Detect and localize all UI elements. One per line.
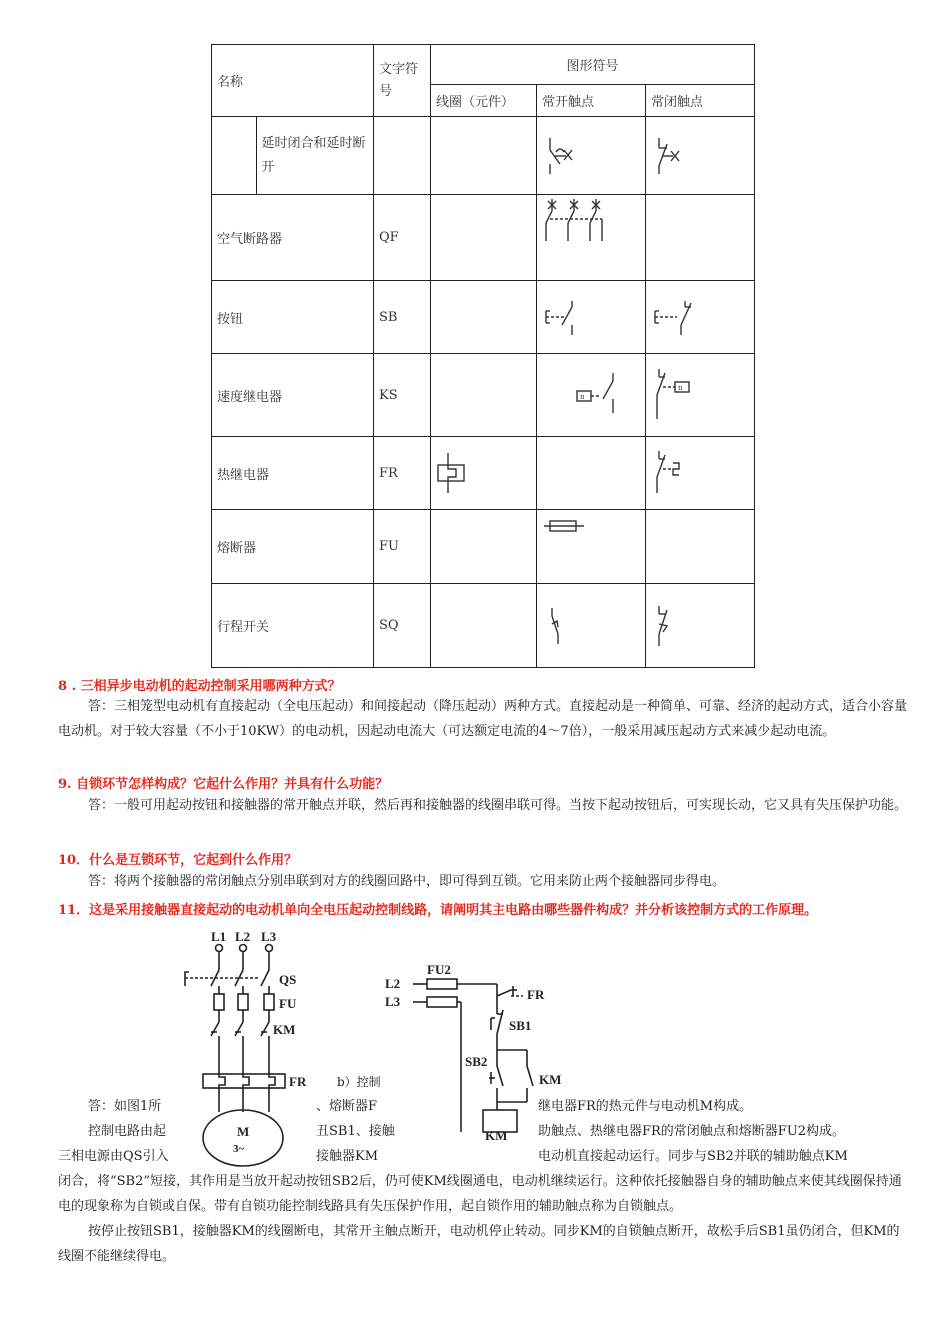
thermal-element-icon — [436, 451, 476, 495]
row-code: SQ — [374, 584, 431, 668]
svg-text:n: n — [580, 393, 585, 401]
label-l2: L2 — [235, 929, 251, 944]
speed-relay-no-icon — [575, 369, 625, 417]
q11-answer-continuation: 闭合，将“SB2”短接，其作用是当放开起动按钮SB2后，仍可使KM线圈通电，电动机继续运行。这种依托接触器自身的辅助触点来使其线圈保持通电的现象称为自锁或自保。带有自锁功能控制线路具有失压保护作用，起自锁作用的辅助触点称为自锁触点。 — [58, 1174, 902, 1214]
q11-answer-stop: 按停止按钮SB1，接触器KM的线圈断电，其常开主触点断开，电动机停止转动。同步KM的自锁触点断开，故松手后SB1虽仍闭合，但KM的线圈不能继续得电。 — [58, 1224, 900, 1264]
label-fu: FU — [279, 996, 297, 1011]
table-row — [212, 437, 755, 510]
symbol-table — [211, 44, 755, 668]
ctrl-label-l2: L2 — [385, 976, 401, 991]
ctrl-label-sb2: SB2 — [465, 1054, 488, 1069]
fuse-icon — [542, 518, 586, 534]
svg-text:n: n — [678, 384, 683, 392]
row-code: FU — [374, 510, 431, 584]
row-code: FR — [374, 437, 431, 510]
header-nc-contact: 常闭触点 — [646, 85, 755, 117]
question-10-answer: 答：将两个接触器的常闭触点分别串联到对方的线圈回路中，即可得到互锁。它用来防止两个接触器同步得电。 — [88, 874, 726, 889]
question-8-answer: 答：三相笼型电动机有直接起动（全电压起动）和间接起动（降压起动）两种方式。直接起动是一种简单、可靠、经济的起动方式，适合小容量电动机。对于较大容量（不小于10KW）的电动机，因起动电流大（可达额定电流的4～7倍），一般采用减压起动方式来减少起动电流。 — [58, 699, 908, 739]
question-11-title: 11．这是采用接触器直接起动的电动机单向全电压起动控制线路，请阐明其主电路由哪些器件构成？并分析该控制方式的工作原理。 — [58, 903, 818, 918]
label-l3: L3 — [261, 929, 277, 944]
figure-caption-fragment: b）控制 — [337, 1075, 381, 1089]
label-motor-sub: 3~ — [233, 1143, 245, 1155]
q11-answer-line2-b: 丑SB1、接触 — [316, 1124, 395, 1139]
row-code: QF — [374, 195, 431, 281]
table-row — [212, 510, 755, 584]
row-code: SB — [374, 281, 431, 354]
ctrl-label-l3: L3 — [385, 994, 401, 1009]
three-pole-breaker-icon — [542, 197, 614, 247]
time-delay-open-contact-icon — [542, 136, 582, 176]
q11-answer-line1-a: 答：如图1所 — [88, 1099, 162, 1114]
question-9-title: 9. 自锁环节怎样构成？它起什么作用？并具有什么功能？ — [58, 777, 389, 792]
label-l1: L1 — [211, 929, 227, 944]
row-name: 按钮 — [212, 281, 374, 354]
row-code: KS — [374, 354, 431, 437]
header-graphic-symbol: 图形符号 — [431, 45, 755, 85]
ctrl-label-fu2: FU2 — [427, 962, 451, 977]
label-km: KM — [273, 1022, 296, 1037]
q11-answer-line3-b: 接触器KM — [316, 1149, 379, 1164]
q11-answer-line1-c: 继电器FR的热元件与电动机M构成。 — [538, 1099, 753, 1114]
table-row — [212, 584, 755, 668]
row-name: 热继电器 — [212, 437, 374, 510]
label-fr: FR — [289, 1074, 307, 1089]
limit-switch-nc-icon — [651, 604, 681, 648]
q11-answer-line3-a: 三相电源由QS引入 — [58, 1149, 169, 1164]
ctrl-label-fr: FR — [527, 987, 545, 1002]
question-10-title: 10．什么是互锁环节，它起到什么作用？ — [58, 853, 298, 868]
table-row — [212, 281, 755, 354]
pushbutton-nc-icon — [651, 297, 701, 337]
thermal-nc-icon — [651, 449, 701, 497]
row-name: 速度继电器 — [212, 354, 374, 437]
header-text-symbol: 文字符号 — [374, 45, 431, 117]
row-name: 熔断器 — [212, 510, 374, 584]
ctrl-label-km-coil: KM — [485, 1128, 508, 1142]
q11-answer-line1-b: 、熔断器F — [316, 1099, 378, 1114]
q11-answer-line3-c: 电动机直接起动运行。同步与SB2并联的辅助触点KM — [538, 1149, 848, 1164]
question-9-answer: 答：一般可用起动按钮和接触器的常开触点并联，然后再和接触器的线圈串联可得。当按下起动按钮后，可实现长动，它又具有失压保护功能。 — [88, 798, 908, 813]
row-code — [374, 117, 431, 195]
q11-answer-line2-a: 控制电路由起 — [88, 1124, 167, 1139]
table-row — [212, 195, 755, 281]
limit-switch-no-icon — [542, 606, 572, 646]
header-no-contact: 常开触点 — [537, 85, 646, 117]
q11-answer-line2-c: 助触点、热继电器FR的常闭触点和熔断器FU2构成。 — [538, 1124, 846, 1139]
row-name: 空气断路器 — [212, 195, 374, 281]
row-name: 行程开关 — [212, 584, 374, 668]
question-8-title: 8 . 三相异步电动机的起动控制采用哪两种方式？ — [58, 679, 341, 694]
time-delay-closed-contact-icon — [651, 136, 691, 176]
ctrl-label-km: KM — [539, 1072, 562, 1087]
table-row — [212, 117, 755, 195]
pushbutton-no-icon — [542, 297, 592, 337]
header-name: 名称 — [212, 45, 374, 117]
speed-relay-nc-icon — [651, 367, 701, 423]
header-coil: 线圈（元件） — [431, 85, 537, 117]
row-name: 延时闭合和延时断开 — [256, 117, 373, 195]
ctrl-label-sb1: SB1 — [509, 1018, 532, 1033]
table-row — [212, 354, 755, 437]
label-motor: M — [237, 1124, 250, 1139]
label-qs: QS — [279, 972, 297, 987]
